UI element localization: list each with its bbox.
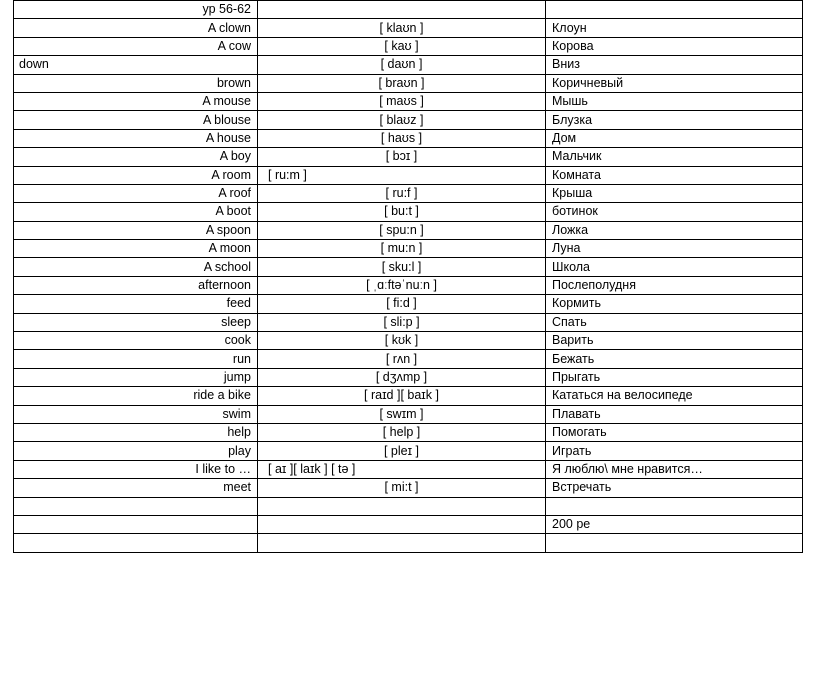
table-row xyxy=(14,332,803,350)
english-word-cell: A mouse xyxy=(14,92,258,110)
table-row xyxy=(14,92,803,110)
translation-cell: Встречать xyxy=(546,479,803,497)
english-word-cell: A clown xyxy=(14,19,258,37)
transcription-cell: [ swɪm ] xyxy=(258,405,546,423)
transcription-cell xyxy=(258,515,546,533)
english-word-cell: play xyxy=(14,442,258,460)
transcription-cell: [ help ] xyxy=(258,423,546,441)
translation-cell: Корова xyxy=(546,37,803,55)
table-row xyxy=(14,479,803,497)
transcription-cell: [ fi:d ] xyxy=(258,295,546,313)
translation-cell xyxy=(546,497,803,515)
translation-cell: Дом xyxy=(546,129,803,147)
table-row xyxy=(14,497,803,515)
english-word-cell: A blouse xyxy=(14,111,258,129)
translation-cell: Ложка xyxy=(546,221,803,239)
english-word-cell: A cow xyxy=(14,37,258,55)
translation-cell: Помогать xyxy=(546,423,803,441)
table-row xyxy=(14,295,803,313)
table-row xyxy=(14,276,803,294)
translation-cell xyxy=(546,1,803,19)
table-row xyxy=(14,387,803,405)
table-row xyxy=(14,166,803,184)
english-word-cell: I like to … xyxy=(14,460,258,478)
translation-cell: Бежать xyxy=(546,350,803,368)
table-row xyxy=(14,313,803,331)
transcription-cell: [ sku:l ] xyxy=(258,258,546,276)
table-row xyxy=(14,74,803,92)
transcription-cell: [ braʊn ] xyxy=(258,74,546,92)
transcription-cell: [ klaʊn ] xyxy=(258,19,546,37)
transcription-cell: [ daʊn ] xyxy=(258,56,546,74)
table-row xyxy=(14,56,803,74)
table-row xyxy=(14,368,803,386)
translation-cell: Плавать xyxy=(546,405,803,423)
table-row xyxy=(14,460,803,478)
table-row xyxy=(14,19,803,37)
transcription-cell: [ spu:n ] xyxy=(258,221,546,239)
transcription-cell: [ pleɪ ] xyxy=(258,442,546,460)
transcription-cell xyxy=(258,534,546,552)
translation-cell: Комната xyxy=(546,166,803,184)
transcription-cell: [ kaʊ ] xyxy=(258,37,546,55)
table-row xyxy=(14,258,803,276)
english-word-cell: A boot xyxy=(14,203,258,221)
table-row xyxy=(14,405,803,423)
english-word-cell: cook xyxy=(14,332,258,350)
translation-cell: 200 ре xyxy=(546,515,803,533)
transcription-cell: [ dʒʌmp ] xyxy=(258,368,546,386)
translation-cell: Играть xyxy=(546,442,803,460)
table-row xyxy=(14,1,803,19)
english-word-cell: help xyxy=(14,423,258,441)
english-word-cell: swim xyxy=(14,405,258,423)
transcription-cell: [ maʊs ] xyxy=(258,92,546,110)
table-row xyxy=(14,534,803,552)
transcription-cell xyxy=(258,497,546,515)
table-row xyxy=(14,221,803,239)
translation-cell: Кормить xyxy=(546,295,803,313)
translation-cell: Клоун xyxy=(546,19,803,37)
transcription-cell: [ mi:t ] xyxy=(258,479,546,497)
translation-cell xyxy=(546,534,803,552)
table-row xyxy=(14,423,803,441)
transcription-cell: [ rʌn ] xyxy=(258,350,546,368)
table-row xyxy=(14,184,803,202)
translation-cell: Кататься на велосипеде xyxy=(546,387,803,405)
table-row xyxy=(14,350,803,368)
transcription-cell: [ bu:t ] xyxy=(258,203,546,221)
table-row xyxy=(14,442,803,460)
transcription-cell: [ bɔɪ ] xyxy=(258,148,546,166)
english-word-cell: afternoon xyxy=(14,276,258,294)
transcription-cell xyxy=(258,1,546,19)
english-word-cell: A house xyxy=(14,129,258,147)
translation-cell: Школа xyxy=(546,258,803,276)
english-word-cell: run xyxy=(14,350,258,368)
english-word-cell xyxy=(14,534,258,552)
table-row xyxy=(14,240,803,258)
table-row xyxy=(14,129,803,147)
transcription-cell: [ ru:m ] xyxy=(258,166,546,184)
transcription-cell: [ raɪd ][ baɪk ] xyxy=(258,387,546,405)
transcription-cell: [ sli:p ] xyxy=(258,313,546,331)
english-word-cell: brown xyxy=(14,74,258,92)
english-word-cell xyxy=(14,515,258,533)
english-word-cell: A roof xyxy=(14,184,258,202)
translation-cell: Прыгать xyxy=(546,368,803,386)
translation-cell: Блузка xyxy=(546,111,803,129)
english-word-cell: ур 56-62 xyxy=(14,1,258,19)
table-row xyxy=(14,148,803,166)
english-word-cell: A room xyxy=(14,166,258,184)
table-row xyxy=(14,111,803,129)
translation-cell: Вниз xyxy=(546,56,803,74)
english-word-cell: sleep xyxy=(14,313,258,331)
english-word-cell xyxy=(14,497,258,515)
transcription-cell: [ ru:f ] xyxy=(258,184,546,202)
translation-cell: Луна xyxy=(546,240,803,258)
transcription-cell: [ blaʊz ] xyxy=(258,111,546,129)
english-word-cell: A boy xyxy=(14,148,258,166)
translation-cell: Я люблю\ мне нравится… xyxy=(546,460,803,478)
english-word-cell: A school xyxy=(14,258,258,276)
translation-cell: Варить xyxy=(546,332,803,350)
english-word-cell: A moon xyxy=(14,240,258,258)
vocabulary-table-body xyxy=(14,1,803,553)
english-word-cell: feed xyxy=(14,295,258,313)
english-word-cell: jump xyxy=(14,368,258,386)
translation-cell: Крыша xyxy=(546,184,803,202)
english-word-cell: down xyxy=(14,56,258,74)
table-row xyxy=(14,37,803,55)
english-word-cell: meet xyxy=(14,479,258,497)
vocabulary-table xyxy=(13,0,803,553)
table-row xyxy=(14,515,803,533)
transcription-cell: [ haʊs ] xyxy=(258,129,546,147)
translation-cell: ботинок xyxy=(546,203,803,221)
table-row xyxy=(14,203,803,221)
translation-cell: Спать xyxy=(546,313,803,331)
english-word-cell: A spoon xyxy=(14,221,258,239)
english-word-cell: ride a bike xyxy=(14,387,258,405)
transcription-cell: [ ˌɑːftəˈnuːn ] xyxy=(258,276,546,294)
transcription-cell: [ kʊk ] xyxy=(258,332,546,350)
translation-cell: Мышь xyxy=(546,92,803,110)
translation-cell: Послеполудня xyxy=(546,276,803,294)
transcription-cell: [ aɪ ][ laɪk ] [ tə ] xyxy=(258,460,546,478)
translation-cell: Коричневый xyxy=(546,74,803,92)
translation-cell: Мальчик xyxy=(546,148,803,166)
transcription-cell: [ mu:n ] xyxy=(258,240,546,258)
